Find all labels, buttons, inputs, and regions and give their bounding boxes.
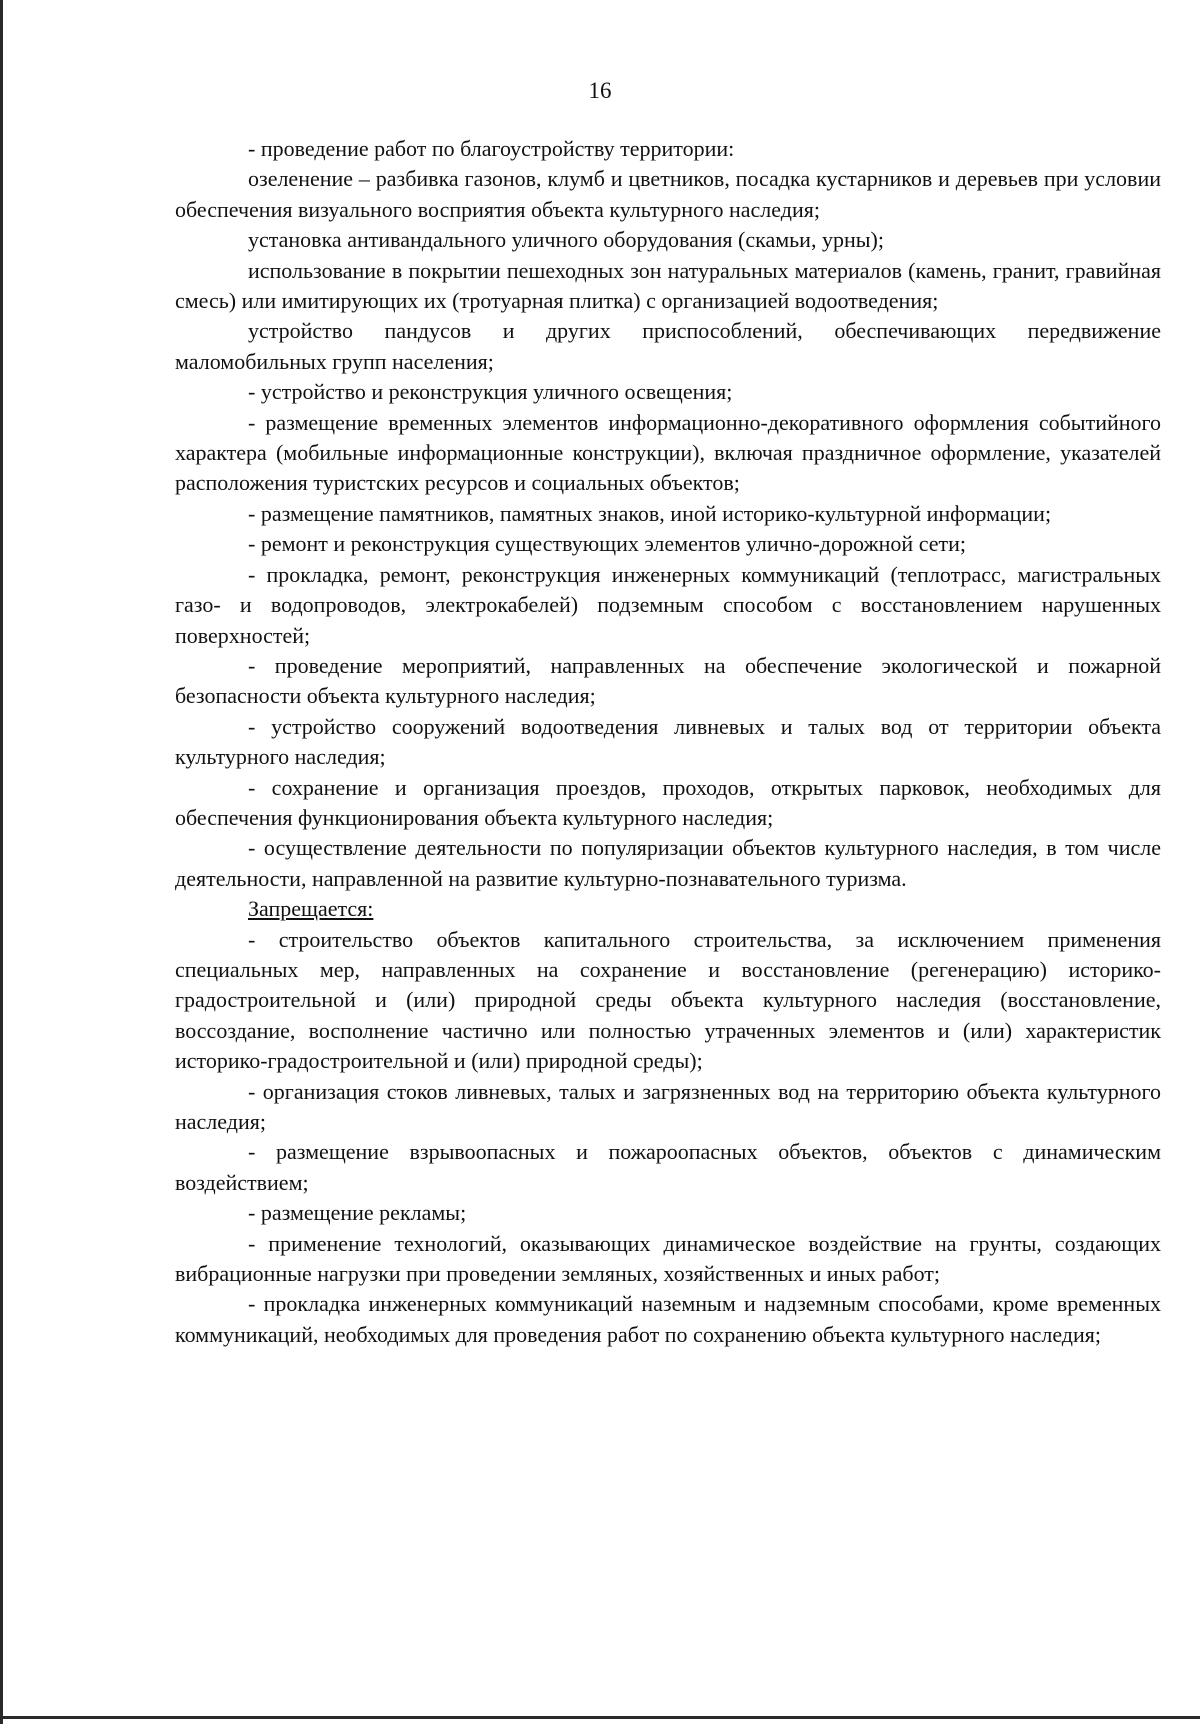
- paragraph: - ремонт и реконструкция существующих элементов улично-дорожной сети;: [248, 531, 966, 557]
- prohibited-paragraph: - размещение рекламы;: [248, 1200, 467, 1226]
- paragraph: - проведение работ по благоустройству территории:: [248, 136, 735, 161]
- paragraph: использование в покрытии пешеходных зон натуральных материалов (камень, гранит, гравийная смесь) или имитирующих их (тротуарная плитка) с организацией водоотведения;: [175, 257, 1161, 314]
- document-body: [175, 134, 1161, 1350]
- prohibited-paragraph: - применение технологий, оказывающих динамическое воздействие на грунты, создающих вибрационные нагрузки при проведении земляных, хозяйственных и иных работ;: [175, 1230, 1161, 1287]
- prohibited-paragraph: - прокладка инженерных коммуникаций наземным и надземным способами, кроме временных коммуникаций, необходимых для проведения работ по сохранению объекта культурного наследия;: [175, 1291, 1161, 1347]
- prohibited-paragraph: - строительство объектов капитального строительства, за исключением применения специальных мер, направленных на сохранение и восстановление (регенерацию) историко-градостроительной и (или) природной среды объекта культурного наследия (восстановление, воссоздание, восполнение частично или полностью утраченных элементов и (или) характеристик историко-градостроительной и (или) природной среды);: [175, 926, 1161, 1074]
- prohibited-heading: Запрещается:: [248, 896, 374, 922]
- paragraph: - проведение мероприятий, направленных на обеспечение экологической и пожарной безопасности объекта культурного наследия;: [175, 652, 1161, 709]
- paragraph: устройство пандусов и других приспособлений, обеспечивающих передвижение маломобильных групп населения;: [175, 318, 1161, 374]
- page-number: 16: [588, 78, 612, 103]
- paragraph: - размещение памятников, памятных знаков, иной историко-культурной информации;: [248, 500, 1052, 526]
- scan-edge-bottom: [0, 1716, 1200, 1719]
- paragraph: - прокладка, ремонт, реконструкция инженерных коммуникаций (теплотрасс, магистральных газо- и водопроводов, электрокабелей) подземным способом с восстановлением нарушенных поверхностей;: [175, 561, 1161, 648]
- paragraph: установка антивандального уличного оборудования (скамьи, урны);: [248, 227, 884, 253]
- paragraph: - осуществление деятельности по популяризации объектов культурного наследия, в том числе деятельности, направленной на развитие культурно-познавательного туризма.: [175, 835, 1161, 891]
- paragraph: - размещение временных элементов информационно-декоративного оформления событийного характера (мобильные информационные конструкции), включая праздничное оформление, указателей расположения туристских ресурсов и социальных объектов;: [175, 409, 1161, 496]
- paragraph: - устройство сооружений водоотведения ливневых и талых вод от территории объекта культурного наследия;: [175, 713, 1161, 770]
- paragraph: - сохранение и организация проездов, проходов, открытых парковок, необходимых для обеспечения функционирования объекта культурного наследия;: [175, 774, 1161, 830]
- prohibited-paragraph: - размещение взрывоопасных и пожароопасных объектов, объектов с динамическим воздействием;: [175, 1139, 1161, 1195]
- prohibited-paragraph: - организация стоков ливневых, талых и загрязненных вод на территорию объекта культурного наследия;: [175, 1078, 1161, 1134]
- scan-edge-left: [0, 0, 3, 1724]
- paragraph: - устройство и реконструкция уличного освещения;: [248, 379, 733, 405]
- paragraph: озеленение – разбивка газонов, клумб и цветников, посадка кустарников и деревьев при условии обеспечения визуального восприятия объекта культурного наследия;: [175, 166, 1161, 222]
- section-heading: [175, 894, 1161, 924]
